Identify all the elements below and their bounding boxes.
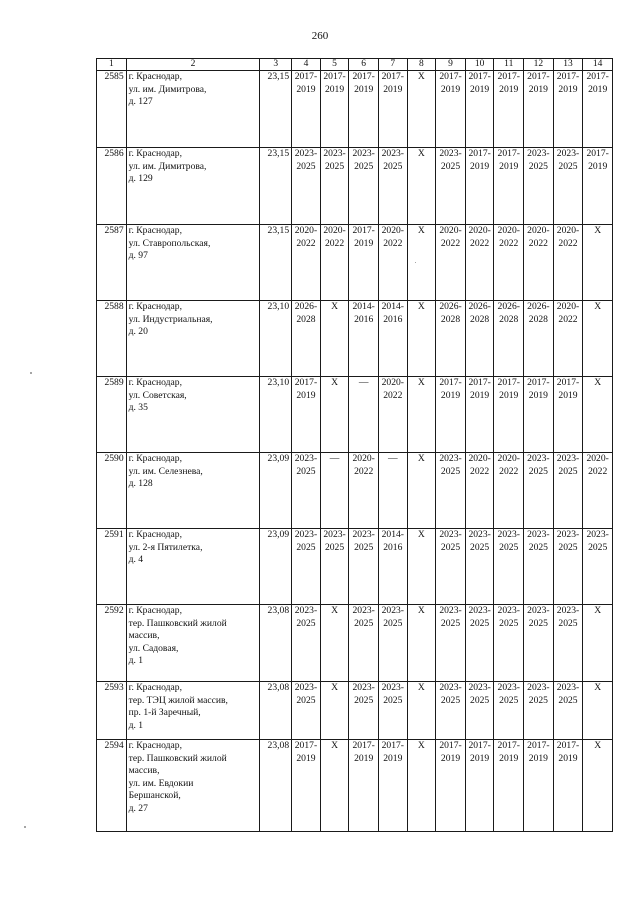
address-cell: г. Краснодар, ул. им. Селезнева, д. 128	[126, 453, 260, 529]
period-cell: Х	[583, 740, 613, 832]
address-cell: г. Краснодар, тер. Пашковский жилой массив, ул. Садовая, д. 1	[126, 605, 260, 682]
period-cell: 2020- 2022	[292, 225, 321, 301]
period-cell: Х	[407, 148, 436, 225]
period-cell: 2017- 2019	[524, 740, 554, 832]
period-cell: 2017- 2019	[465, 71, 494, 148]
address-cell: г. Краснодар, тер. ТЭЦ жилой массив, пр. 1-й Заречный, д. 1	[126, 682, 260, 740]
period-cell: Х	[320, 301, 349, 377]
value-cell: 23,08	[260, 605, 292, 682]
table-row	[97, 377, 613, 453]
value-cell: 23,09	[260, 529, 292, 605]
period-cell: 2023- 2025	[436, 453, 466, 529]
period-cell: 2023- 2025	[292, 529, 321, 605]
value-cell: 23,10	[260, 377, 292, 453]
column-number-header: 11	[494, 59, 524, 71]
period-cell: 2023- 2025	[583, 529, 613, 605]
table-row	[97, 605, 613, 682]
column-number-header: 5	[320, 59, 349, 71]
period-cell: 2023- 2025	[378, 682, 407, 740]
period-cell: —	[320, 453, 349, 529]
period-cell: 2017- 2019	[494, 740, 524, 832]
address-cell: г. Краснодар, ул. Советская, д. 35	[126, 377, 260, 453]
column-number-header: 7	[378, 59, 407, 71]
period-cell: 2020- 2022	[524, 225, 554, 301]
period-cell: Х	[407, 377, 436, 453]
period-cell: 2023- 2025	[292, 605, 321, 682]
value-cell: 23,15	[260, 225, 292, 301]
period-cell: 2023- 2025	[436, 529, 466, 605]
period-cell: Х	[407, 453, 436, 529]
column-number-header: 6	[349, 59, 379, 71]
period-cell: 2023- 2025	[349, 605, 379, 682]
period-cell: Х	[407, 740, 436, 832]
period-cell: Х	[583, 225, 613, 301]
address-cell: г. Краснодар, тер. Пашковский жилой массив, ул. им. Евдокии Бершанской, д. 27	[126, 740, 260, 832]
period-cell: 2026- 2028	[465, 301, 494, 377]
address-cell: г. Краснодар, ул. Ставропольская, д. 97	[126, 225, 260, 301]
table-row	[97, 682, 613, 740]
period-cell: 2020- 2022	[436, 225, 466, 301]
value-cell: 23,09	[260, 453, 292, 529]
period-cell: —	[349, 377, 379, 453]
period-cell: 2023- 2025	[292, 453, 321, 529]
period-cell: 2023- 2025	[320, 148, 349, 225]
period-cell: 2020- 2022	[494, 225, 524, 301]
period-cell: 2023- 2025	[320, 529, 349, 605]
period-cell: 2017- 2019	[494, 377, 524, 453]
period-cell: 2017- 2019	[465, 377, 494, 453]
column-number-header: 8	[407, 59, 436, 71]
period-cell: 2020- 2022	[553, 225, 583, 301]
period-cell: 2023- 2025	[553, 682, 583, 740]
scan-speck	[24, 826, 26, 828]
period-cell: 2023- 2025	[436, 682, 466, 740]
address-cell: г. Краснодар, ул. им. Димитрова, д. 127	[126, 71, 260, 148]
period-cell: Х	[320, 682, 349, 740]
row-number: 2588	[97, 301, 127, 377]
period-cell: 2023- 2025	[553, 453, 583, 529]
period-cell: 2023- 2025	[553, 529, 583, 605]
period-cell: 2026- 2028	[292, 301, 321, 377]
period-cell: 2023- 2025	[465, 605, 494, 682]
column-number-header: 14	[583, 59, 613, 71]
address-cell: г. Краснодар, ул. Индустриальная, д. 20	[126, 301, 260, 377]
period-cell: 2023- 2025	[436, 148, 466, 225]
value-cell: 23,15	[260, 71, 292, 148]
row-number: 2586	[97, 148, 127, 225]
period-cell: 2023- 2025	[378, 148, 407, 225]
period-cell: 2020- 2022	[320, 225, 349, 301]
period-cell: 2017- 2019	[465, 740, 494, 832]
period-cell: 2017- 2019	[349, 71, 379, 148]
value-cell: 23,10	[260, 301, 292, 377]
period-cell: 2023- 2025	[524, 682, 554, 740]
period-cell: 2023- 2025	[524, 529, 554, 605]
period-cell: 2026- 2028	[494, 301, 524, 377]
period-cell: Х	[320, 605, 349, 682]
period-cell: 2017- 2019	[436, 71, 466, 148]
period-cell: 2023- 2025	[292, 148, 321, 225]
period-cell: 2023- 2025	[494, 605, 524, 682]
period-cell: 2026- 2028	[524, 301, 554, 377]
period-cell: 2020- 2022	[349, 453, 379, 529]
period-cell: 2017- 2019	[378, 740, 407, 832]
period-cell: 2023- 2025	[465, 682, 494, 740]
column-number-header: 13	[553, 59, 583, 71]
period-cell: 2026- 2028	[436, 301, 466, 377]
table-row	[97, 71, 613, 148]
column-number-header: 2	[126, 59, 260, 71]
address-cell: г. Краснодар, ул. им. Димитрова, д. 129	[126, 148, 260, 225]
housing-schedule-table	[96, 58, 613, 832]
period-cell: 2014- 2016	[378, 301, 407, 377]
period-cell: 2017- 2019	[292, 71, 321, 148]
period-cell: 2020- 2022	[465, 225, 494, 301]
column-number-header: 4	[292, 59, 321, 71]
period-cell: 2017- 2019	[553, 377, 583, 453]
period-cell: 2023- 2025	[436, 605, 466, 682]
table-row	[97, 148, 613, 225]
period-cell: Х	[583, 605, 613, 682]
period-cell: 2023- 2025	[494, 682, 524, 740]
period-cell: 2023- 2025	[349, 529, 379, 605]
period-cell: Х	[407, 605, 436, 682]
period-cell: Х	[407, 301, 436, 377]
row-number: 2591	[97, 529, 127, 605]
period-cell: 2023- 2025	[524, 148, 554, 225]
period-cell: 2017- 2019	[349, 740, 379, 832]
period-cell: 2023- 2025	[524, 605, 554, 682]
row-number: 2589	[97, 377, 127, 453]
column-number-row	[97, 59, 613, 71]
period-cell: 2020- 2022	[553, 301, 583, 377]
period-cell: 2017- 2019	[583, 148, 613, 225]
period-cell: Х	[407, 529, 436, 605]
column-number-header: 12	[524, 59, 554, 71]
period-cell: 2017- 2019	[524, 377, 554, 453]
row-number: 2594	[97, 740, 127, 832]
period-cell: 2017- 2019	[378, 71, 407, 148]
period-cell: 2017- 2019	[320, 71, 349, 148]
scan-speck	[415, 262, 416, 263]
period-cell: 2020- 2022	[378, 225, 407, 301]
table-row	[97, 453, 613, 529]
period-cell: 2017- 2019	[292, 740, 321, 832]
period-cell: Х	[583, 377, 613, 453]
period-cell: 2023- 2025	[465, 529, 494, 605]
period-cell: 2020- 2022	[378, 377, 407, 453]
value-cell: 23,08	[260, 682, 292, 740]
period-cell: 2020- 2022	[583, 453, 613, 529]
period-cell: 2023- 2025	[292, 682, 321, 740]
period-cell: 2017- 2019	[553, 71, 583, 148]
row-number: 2593	[97, 682, 127, 740]
address-cell: г. Краснодар, ул. 2-я Пятилетка, д. 4	[126, 529, 260, 605]
period-cell: Х	[407, 682, 436, 740]
period-cell: 2017- 2019	[494, 71, 524, 148]
period-cell: Х	[320, 377, 349, 453]
table-row	[97, 740, 613, 832]
period-cell: —	[378, 453, 407, 529]
period-cell: 2017- 2019	[524, 71, 554, 148]
period-cell: 2023- 2025	[524, 453, 554, 529]
row-number: 2587	[97, 225, 127, 301]
period-cell: 2023- 2025	[349, 148, 379, 225]
period-cell: 2023- 2025	[553, 148, 583, 225]
column-number-header: 1	[97, 59, 127, 71]
period-cell: Х	[320, 740, 349, 832]
period-cell: 2014- 2016	[349, 301, 379, 377]
row-number: 2585	[97, 71, 127, 148]
period-cell: 2020- 2022	[465, 453, 494, 529]
period-cell: 2023- 2025	[378, 605, 407, 682]
period-cell: 2017- 2019	[583, 71, 613, 148]
period-cell: 2017- 2019	[292, 377, 321, 453]
table-row	[97, 529, 613, 605]
period-cell: 2017- 2019	[553, 740, 583, 832]
period-cell: 2017- 2019	[465, 148, 494, 225]
column-number-header: 10	[465, 59, 494, 71]
period-cell: 2017- 2019	[436, 740, 466, 832]
period-cell: 2023- 2025	[553, 605, 583, 682]
page-number: 260	[311, 30, 329, 42]
period-cell: 2017- 2019	[494, 148, 524, 225]
period-cell: Х	[583, 301, 613, 377]
scan-speck	[30, 372, 32, 374]
period-cell: 2023- 2025	[349, 682, 379, 740]
column-number-header: 9	[436, 59, 466, 71]
table-row	[97, 301, 613, 377]
period-cell: 2020- 2022	[494, 453, 524, 529]
period-cell: 2014- 2016	[378, 529, 407, 605]
period-cell: Х	[407, 71, 436, 148]
column-number-header: 3	[260, 59, 292, 71]
period-cell: 2017- 2019	[436, 377, 466, 453]
period-cell: Х	[583, 682, 613, 740]
row-number: 2592	[97, 605, 127, 682]
table-row	[97, 225, 613, 301]
value-cell: 23,08	[260, 740, 292, 832]
period-cell: 2017- 2019	[349, 225, 379, 301]
value-cell: 23,15	[260, 148, 292, 225]
period-cell: 2023- 2025	[494, 529, 524, 605]
period-cell: Х	[407, 225, 436, 301]
row-number: 2590	[97, 453, 127, 529]
